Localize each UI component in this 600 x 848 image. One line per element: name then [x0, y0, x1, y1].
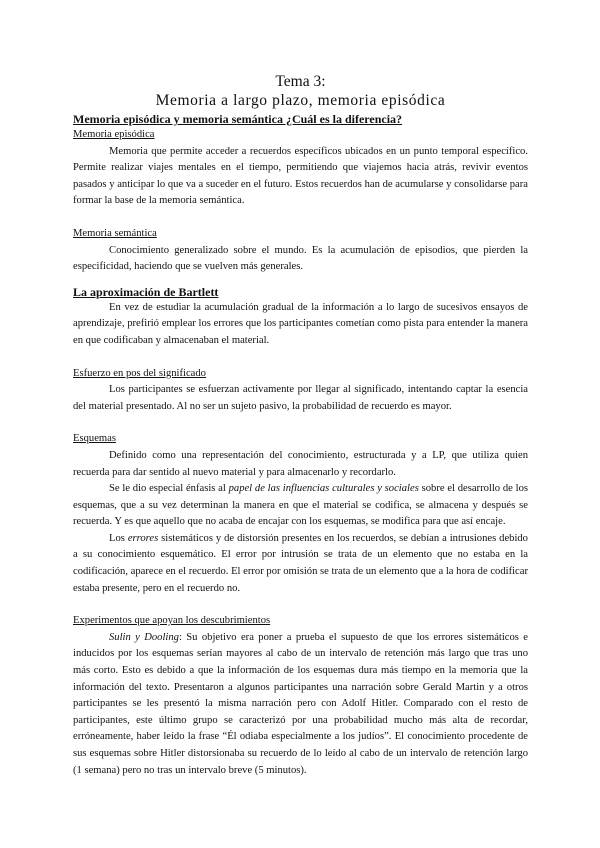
- spacer: [73, 597, 528, 613]
- text-run: sobre el desarrollo de los esquemas, que a su vez determinan la manera en que el material se codifica, se almacena y después se recuerda. Y es que aquello que no acaba de encajar con los esquemas, se modifica para que así encaje.: [73, 483, 529, 528]
- text-run: : Su objetivo era poner a prueba el supuesto de que los errores sistemáticos e inducidos por los esquemas serían mayores al cabo de un intervalo de retención más largo que tras uno más corto. Esto es debido a que la información de los esquemas dura más tiempo en la memoria que la información del texto. Presentaron a algunos participantes una narración sobre Gerald Martin y a otros participantes se les presentó la misma narración pero con Adolf Hitler. Comparado con el resto de participantes, este último grupo se caracterizó por una probabilidad mucho más alta de recordar, erróneamente, haber leído la frase “Él odiaba especialmente a los judíos”. El conocimiento procedente de sus esquemas sobre Hitler distorsionaba su recuerdo de lo leído al cabo de un intervalo de retención largo (1 semana) pero no tras un intervalo breve (5 minutos).: [73, 631, 528, 776]
- spacer: [73, 350, 528, 366]
- subheading-episodica: Memoria episódica: [73, 129, 155, 140]
- section-heading-bartlett: La aproximación de Bartlett: [73, 284, 219, 299]
- paragraph-sulin-dooling: [73, 630, 528, 779]
- subheading-esquemas: Esquemas: [73, 433, 116, 445]
- section-heading-memoria: Memoria episódica y memoria semántica ¿Cuál es la diferencia?: [73, 112, 403, 126]
- spacer: [73, 415, 528, 431]
- paragraph-esfuerzo: Los participantes se esfuerzan activamente por llegar al significado, intentando captar la esencia del material presentado. Al no ser un sujeto pasivo, la probabilidad de recuerdo es mayor.: [73, 384, 528, 412]
- paragraph-episodica: Memoria que permite acceder a recuerdos específicos ubicados en un punto temporal específico. Permite realizar viajes mentales en el tiempo, permitiendo que viajemos hacia atrás, revivir eventos pasados y anticipar lo que va a suceder en el futuro. Estos recuerdos han de acumularse y consolidarse para formar la base de la memoria semántica.: [73, 145, 528, 207]
- paragraph-esquemas-enfasis: [73, 481, 528, 531]
- spacer: [73, 210, 528, 226]
- emphasis-text: Sulin y Dooling: [109, 631, 179, 643]
- subheading-esfuerzo: Esfuerzo en pos del significado: [73, 367, 206, 379]
- document-title: Tema 3:: [275, 73, 326, 90]
- paragraph-errores: [73, 531, 528, 597]
- document-page: [73, 72, 528, 779]
- paragraph-esquemas-def: Definido como una representación del conocimiento, estructurada y a LP, que utiliza quien recuerda para dar sentido al nuevo material y para almacenarlo y recordarlo.: [73, 449, 528, 478]
- subheading-semantica: Memoria semántica: [73, 227, 157, 239]
- spacer: [73, 276, 528, 285]
- paragraph-bartlett-intro: En vez de estudiar la acumulación gradual de la información a lo largo de sucesivos ensayos de aprendizaje, prefirió emplear los errores que los participantes cometían como pista para entender la manera en que codificaban y almacenaban el material.: [73, 301, 528, 346]
- document-subtitle: Memoria a largo plazo, memoria episódica: [155, 92, 446, 109]
- text-run: sistemáticos y de distorsión presentes en los recuerdos, se debían a intrusiones debido a su conocimiento esquemático. El error por intrusión se trata de un elemento que no estaba en la codificación, aparece en el recuerdo. El error por omisión se trata de un elemento que a la hora de codificar estaba presente, pero en el recuerdo no.: [73, 532, 528, 594]
- emphasis-text: errores: [127, 532, 159, 544]
- text-run: Los: [109, 532, 128, 544]
- emphasis-text: papel de las influencias culturales y sociales: [228, 483, 419, 495]
- subheading-experimentos: Experimentos que apoyan los descubrimientos: [73, 615, 271, 627]
- paragraph-semantica: Conocimiento generalizado sobre el mundo. Es la acumulación de episodios, que pierden la especificidad, haciendo que se vuelven más generales.: [73, 244, 528, 273]
- text-run: Se le dio especial énfasis al: [109, 483, 229, 495]
